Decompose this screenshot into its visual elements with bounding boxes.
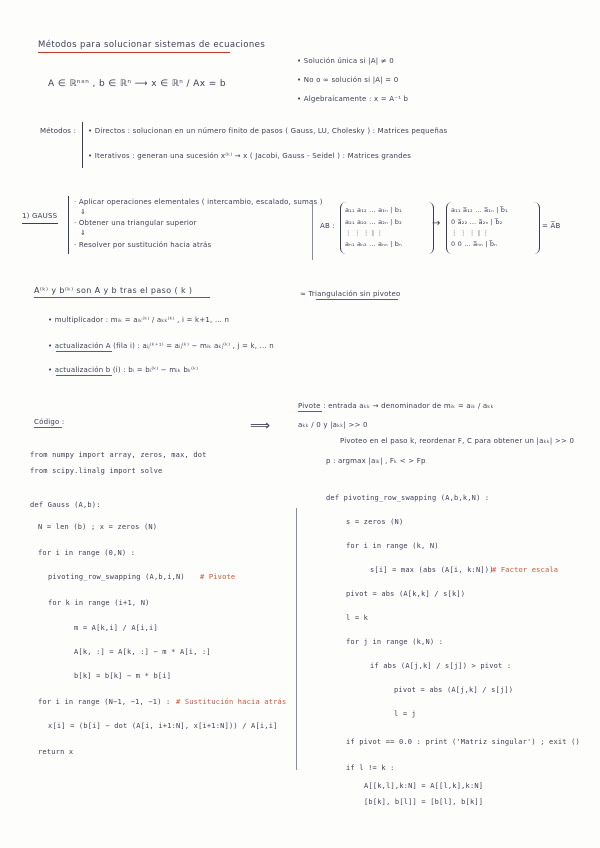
code2-line-swap-a: A[[k,l],k:N] = A[[l,k],k:N] (364, 782, 484, 790)
code-underline (34, 427, 62, 428)
step-underline (34, 297, 210, 298)
multiplier-formula: • multiplicador : mᵢₖ = aᵢₖ⁽ᵏ⁾ / aₖₖ⁽ᵏ⁾ , i = k+1, … n (48, 316, 230, 324)
code-line-import-1: from numpy import array, zeros, max, dot (30, 451, 207, 459)
pivot-line-2: aₖₖ / 0 y |aₖₖ| >> 0 (298, 421, 368, 429)
matrix-left-row-2: a₂₁ a₂₂ … a₂ₙ | b₂ (345, 218, 402, 226)
pivot-line-3: Pivoteo en el paso k, reordenar F, C para obtener un |aₖₖ| >> 0 (340, 437, 575, 445)
method-iterative: • Iterativos : generan una sucesión x⁽ᵏ⁾ → x ( Jacobi, Gauss - Seidel ) : Matrices grandes (88, 152, 412, 160)
code-comment-back: # Sustitución hacia atrás (176, 698, 287, 706)
title-underline (38, 52, 230, 53)
code2-line-l-update: l = j (394, 710, 417, 718)
methods-bracket (82, 122, 83, 168)
triangulation-note: ≈ Triangulación sin pivoteo (300, 290, 401, 298)
step-heading: A⁽ᵏ⁾ y b⁽ᵏ⁾ son A y b tras el paso ( k ) (34, 286, 193, 295)
code-line-pivoting-call: pivoting_row_swapping (A,b,i,N) (48, 573, 185, 581)
matrix-left-row-4: aₙ₁ aₙ₂ … aₙₙ | bₙ (345, 240, 402, 248)
ab-bar-label: = A̅B (542, 222, 561, 230)
code2-line-pivot-update: pivot = abs (A[j,k] / s[j]) (394, 686, 514, 694)
gauss-step-2: · Obtener una triangular superior (74, 219, 197, 227)
code2-comment-scale: # Factor escala (492, 566, 559, 574)
update-a-formula: • actualización A (fila i) : aᵢⱼ⁽ᵏ⁺¹⁾ = aᵢⱼ⁽ᵏ⁾ − mᵢₖ aₖⱼ⁽ᵏ⁾ , j = k, … n (48, 342, 274, 350)
code-comment-pivot: # Pivote (200, 573, 236, 581)
setup-equation: A ∈ ℝⁿˣⁿ , b ∈ ℝⁿ ⟶ x ∈ ℝⁿ / Ax = b (48, 79, 227, 89)
matrix-left-row-3: ⋮ ⋮ ⋮ | ⋮ (345, 229, 384, 237)
code2-line-for: for i in range (k, N) (346, 542, 439, 550)
ab-label: AB : (320, 222, 335, 230)
gauss-arrow-1: ⇓ (80, 208, 87, 216)
code-line-def: def Gauss (A,b): (30, 501, 101, 509)
matrix-right-row-2: 0 a̅₂₂ … a̅₂ₙ | b̅₂ (451, 218, 503, 226)
gauss-bracket (68, 196, 69, 254)
pivot-underline (298, 411, 322, 412)
code-line-back-loop: for i in range (N−1, −1, −1) : (38, 698, 171, 706)
code-line-x: x[i] = (b[i] − dot (A[i, i+1:N], x[i+1:N])) / A[i,i] (48, 722, 278, 730)
case-unique: • Solución única si |A| ≠ 0 (297, 57, 394, 65)
pivot-line-1: Pivote : entrada aₖₖ → denominador de mᵢₖ = aᵢₖ / aₖₖ (298, 402, 494, 410)
code2-line-l: l = k (346, 614, 369, 622)
triangulation-underline (316, 299, 398, 300)
code2-line-swap-b: [b[k], b[l]] = [b[l], b[k]] (364, 798, 484, 806)
matrix-right-row-3: ⋮ ⋮ ⋮ | ⋮ (451, 229, 490, 237)
methods-label: Métodos : (40, 127, 77, 135)
gauss-step-1: · Aplicar operaciones elementales ( intercambio, escalado, sumas ) (74, 198, 323, 206)
code-line-for-k: for k in range (i+1, N) (48, 599, 150, 607)
code-line-for-i: for i in range (0,N) : (38, 549, 136, 557)
update-b-underline (56, 375, 112, 376)
code2-line-def: def pivoting_row_swapping (A,b,k,N) : (326, 494, 490, 502)
update-a-underline (56, 351, 112, 352)
transform-arrow-icon: → (432, 218, 441, 229)
code-line-update-b: b[k] = b[k] − m * b[i] (74, 672, 172, 680)
gauss-underline (22, 223, 58, 224)
page-title: Métodos para solucionar sistemas de ecuaciones (38, 40, 266, 50)
case-none: • No o ∞ solución si |A| = 0 (297, 76, 399, 84)
code2-line-si: s[i] = max (abs (A[i, k:N])) (370, 566, 494, 574)
code2-line-if-swap: if l != k : (346, 764, 395, 772)
code-label: Código : (34, 418, 65, 426)
code2-line-s: s = zeros (N) (346, 518, 404, 526)
code-line-init: N = len (b) ; x = zeros (N) (38, 523, 158, 531)
code2-divider (296, 508, 297, 770)
code-line-m: m = A[k,i] / A[i,i] (74, 624, 158, 632)
code2-line-for-j: for j in range (k,N) : (346, 638, 444, 646)
code-line-import-2: from scipy.linalg import solve (30, 467, 163, 475)
code2-line-if: if abs (A[j,k] / s[j]) > pivot : (370, 662, 512, 670)
gauss-divider (312, 200, 313, 260)
code2-line-singular: if pivot == 0.0 : print ('Matriz singular') ; exit () (346, 738, 580, 746)
code-line-update-a: A[k, :] = A[k, :] − m * A[i, :] (74, 648, 211, 656)
case-algebraic: • Algebraicamente : x = A⁻¹ b (297, 95, 409, 103)
gauss-label: 1) GAUSS (22, 212, 58, 220)
gauss-step-3: · Resolver por sustitución hacia atrás (74, 241, 212, 249)
matrix-right-row-1: a₁₁ a̅₁₂ … a̅₁ₙ | b̅₁ (451, 206, 508, 214)
update-b-formula: • actualización b (i) : bᵢ = bᵢ⁽ᵏ⁾ − mᵢₖ bₖ⁽ᵏ⁾ (48, 366, 199, 374)
double-arrow-icon: ⟹ (250, 418, 271, 434)
matrix-right-row-4: 0 0 … a̅ₙₙ | b̅ₙ (451, 240, 497, 248)
pivot-line-4: p : argmax |aᵢₖ| , Fₖ < > Fp (326, 457, 426, 465)
code2-line-pivot: pivot = abs (A[k,k] / s[k]) (346, 590, 466, 598)
matrix-left-row-1: a₁₁ a₁₂ … a₁ₙ | b₁ (345, 206, 402, 214)
code-line-return: return x (38, 748, 74, 756)
method-direct: • Directos : solucionan en un número finito de pasos ( Gauss, LU, Cholesky ) : Matrices pequeñas (88, 127, 448, 135)
gauss-arrow-2: ⇓ (80, 229, 87, 237)
